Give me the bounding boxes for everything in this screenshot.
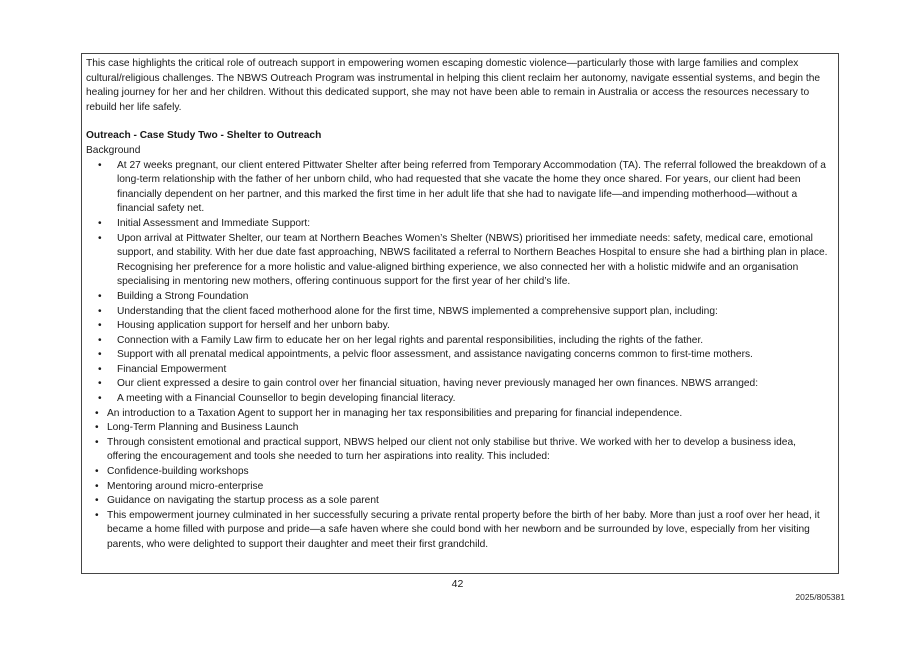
list-item-text: Upon arrival at Pittwater Shelter, our team at Northern Beaches Women’s Shelter (NBWS) prioritised her immediate needs: safety, medical care, emotional support, and stability. With her due date fast approaching, NBWS facilitated a referral to Northern Beaches Hospital to ensure she had a birthing plan in place. Recognising her preference for a more holistic and value-aligned birthing experience, we also connected her with a holistic midwife and an organisation specialising in mentoring new mothers, offering continuous support for the first year of her child’s life. <box>117 232 828 288</box>
list-item-text: Confidence-building workshops <box>107 466 249 478</box>
list-item <box>86 159 831 217</box>
list-item-text: An introduction to a Taxation Agent to support her in managing her tax responsibilities and preparing for financial independence. <box>107 407 683 419</box>
bullet-icon: • <box>98 363 102 375</box>
bullet-icon: • <box>95 407 99 419</box>
list-item <box>86 392 831 407</box>
intro-paragraph: This case highlights the critical role of outreach support in empowering women escaping domestic violence—particularly those with large families and complex cultural/religious challenges. The NBWS Outreach Program was instrumental in helping this client reclaim her autonomy, navigate essential systems, and begin the healing journey for her and her children. Without this dedicated support, she may not have been able to remain in Australia or access the resources necessary to rebuild her life safely. <box>86 58 821 113</box>
list-item-text: This empowerment journey culminated in her successfully securing a private rental property before the birth of her baby. More than just a roof over her head, it became a home filled with purpose and pride—a safe haven where she could bond with her newborn and be surrounded by love, especially from her visiting parents, who were delighted to support their daughter and meet their first grandchild. <box>107 509 820 550</box>
section-heading: Outreach - Case Study Two - Shelter to Outreach <box>86 130 322 142</box>
list-item-text: Initial Assessment and Immediate Support: <box>117 217 311 229</box>
bullet-icon: • <box>98 217 102 229</box>
list-item <box>86 377 831 392</box>
list-item <box>86 290 831 305</box>
list-item <box>86 232 831 290</box>
list-item-text: A meeting with a Financial Counsellor to begin developing financial literacy. <box>117 393 456 405</box>
bullet-icon: • <box>98 334 102 346</box>
list-item-text: Support with all prenatal medical appointments, a pelvic floor assessment, and assistance navigating concerns common to first-time mothers. <box>117 349 753 361</box>
bullet-icon: • <box>95 466 99 478</box>
page-number: 42 <box>451 578 464 590</box>
list-item <box>86 305 831 320</box>
list-item <box>86 319 831 334</box>
list-item-text: At 27 weeks pregnant, our client entered Pittwater Shelter after being referred from Temporary Accommodation (TA). The referral followed the breakdown of a long-term relationship with the father of her unborn child, who had requested that she vacate the home they once shared. For years, our client had been financially dependent on her partner, and this marked the first time in her adult life that she had to navigate life—and impending motherhood—without a financial safety net. <box>117 159 826 215</box>
bullet-icon: • <box>98 159 102 171</box>
list-item <box>86 436 831 465</box>
list-item <box>86 480 831 495</box>
document-reference: 2025/805381 <box>795 592 845 602</box>
bullet-icon: • <box>98 393 102 405</box>
list-item-text: Housing application support for herself and her unborn baby. <box>117 320 390 332</box>
bullet-icon: • <box>98 305 102 317</box>
list-item <box>86 421 831 436</box>
list-item <box>86 363 831 378</box>
bullet-icon: • <box>98 290 102 302</box>
list-item-text: Guidance on navigating the startup process as a sole parent <box>107 495 379 507</box>
list-item <box>86 348 831 363</box>
list-item <box>86 334 831 349</box>
bullet-icon: • <box>95 480 99 492</box>
list-item-text: Building a Strong Foundation <box>117 290 249 302</box>
bullet-icon: • <box>95 495 99 507</box>
list-item-text: Mentoring around micro-enterprise <box>107 480 264 492</box>
list-item-text: Through consistent emotional and practical support, NBWS helped our client not only stabilise but thrive. We worked with her to develop a business idea, offering the encouragement and tools she needed to turn her aspirations into reality. This included: <box>107 436 796 463</box>
bullet-list <box>86 159 831 553</box>
list-item <box>86 509 831 553</box>
bullet-icon: • <box>95 422 99 434</box>
list-item <box>86 465 831 480</box>
list-item-text: Connection with a Family Law firm to educate her on her legal rights and parental responsibilities, including the rights of the father. <box>117 334 704 346</box>
bullet-icon: • <box>98 378 102 390</box>
list-item <box>86 217 831 232</box>
bullet-icon: • <box>98 232 102 244</box>
list-item-text: Understanding that the client faced motherhood alone for the first time, NBWS implemented a comprehensive support plan, including: <box>117 305 718 317</box>
background-label: Background <box>86 144 141 156</box>
list-item-text: Long-Term Planning and Business Launch <box>107 422 299 434</box>
list-item <box>86 494 831 509</box>
bullet-icon: • <box>98 320 102 332</box>
list-item <box>86 407 831 422</box>
list-item-text: Financial Empowerment <box>117 363 227 375</box>
case-study-text-box <box>81 53 839 574</box>
list-item-text: Our client expressed a desire to gain control over her financial situation, having never previously managed her own finances. NBWS arranged: <box>117 378 759 390</box>
bullet-icon: • <box>95 436 99 448</box>
bullet-icon: • <box>95 509 99 521</box>
bullet-icon: • <box>98 349 102 361</box>
